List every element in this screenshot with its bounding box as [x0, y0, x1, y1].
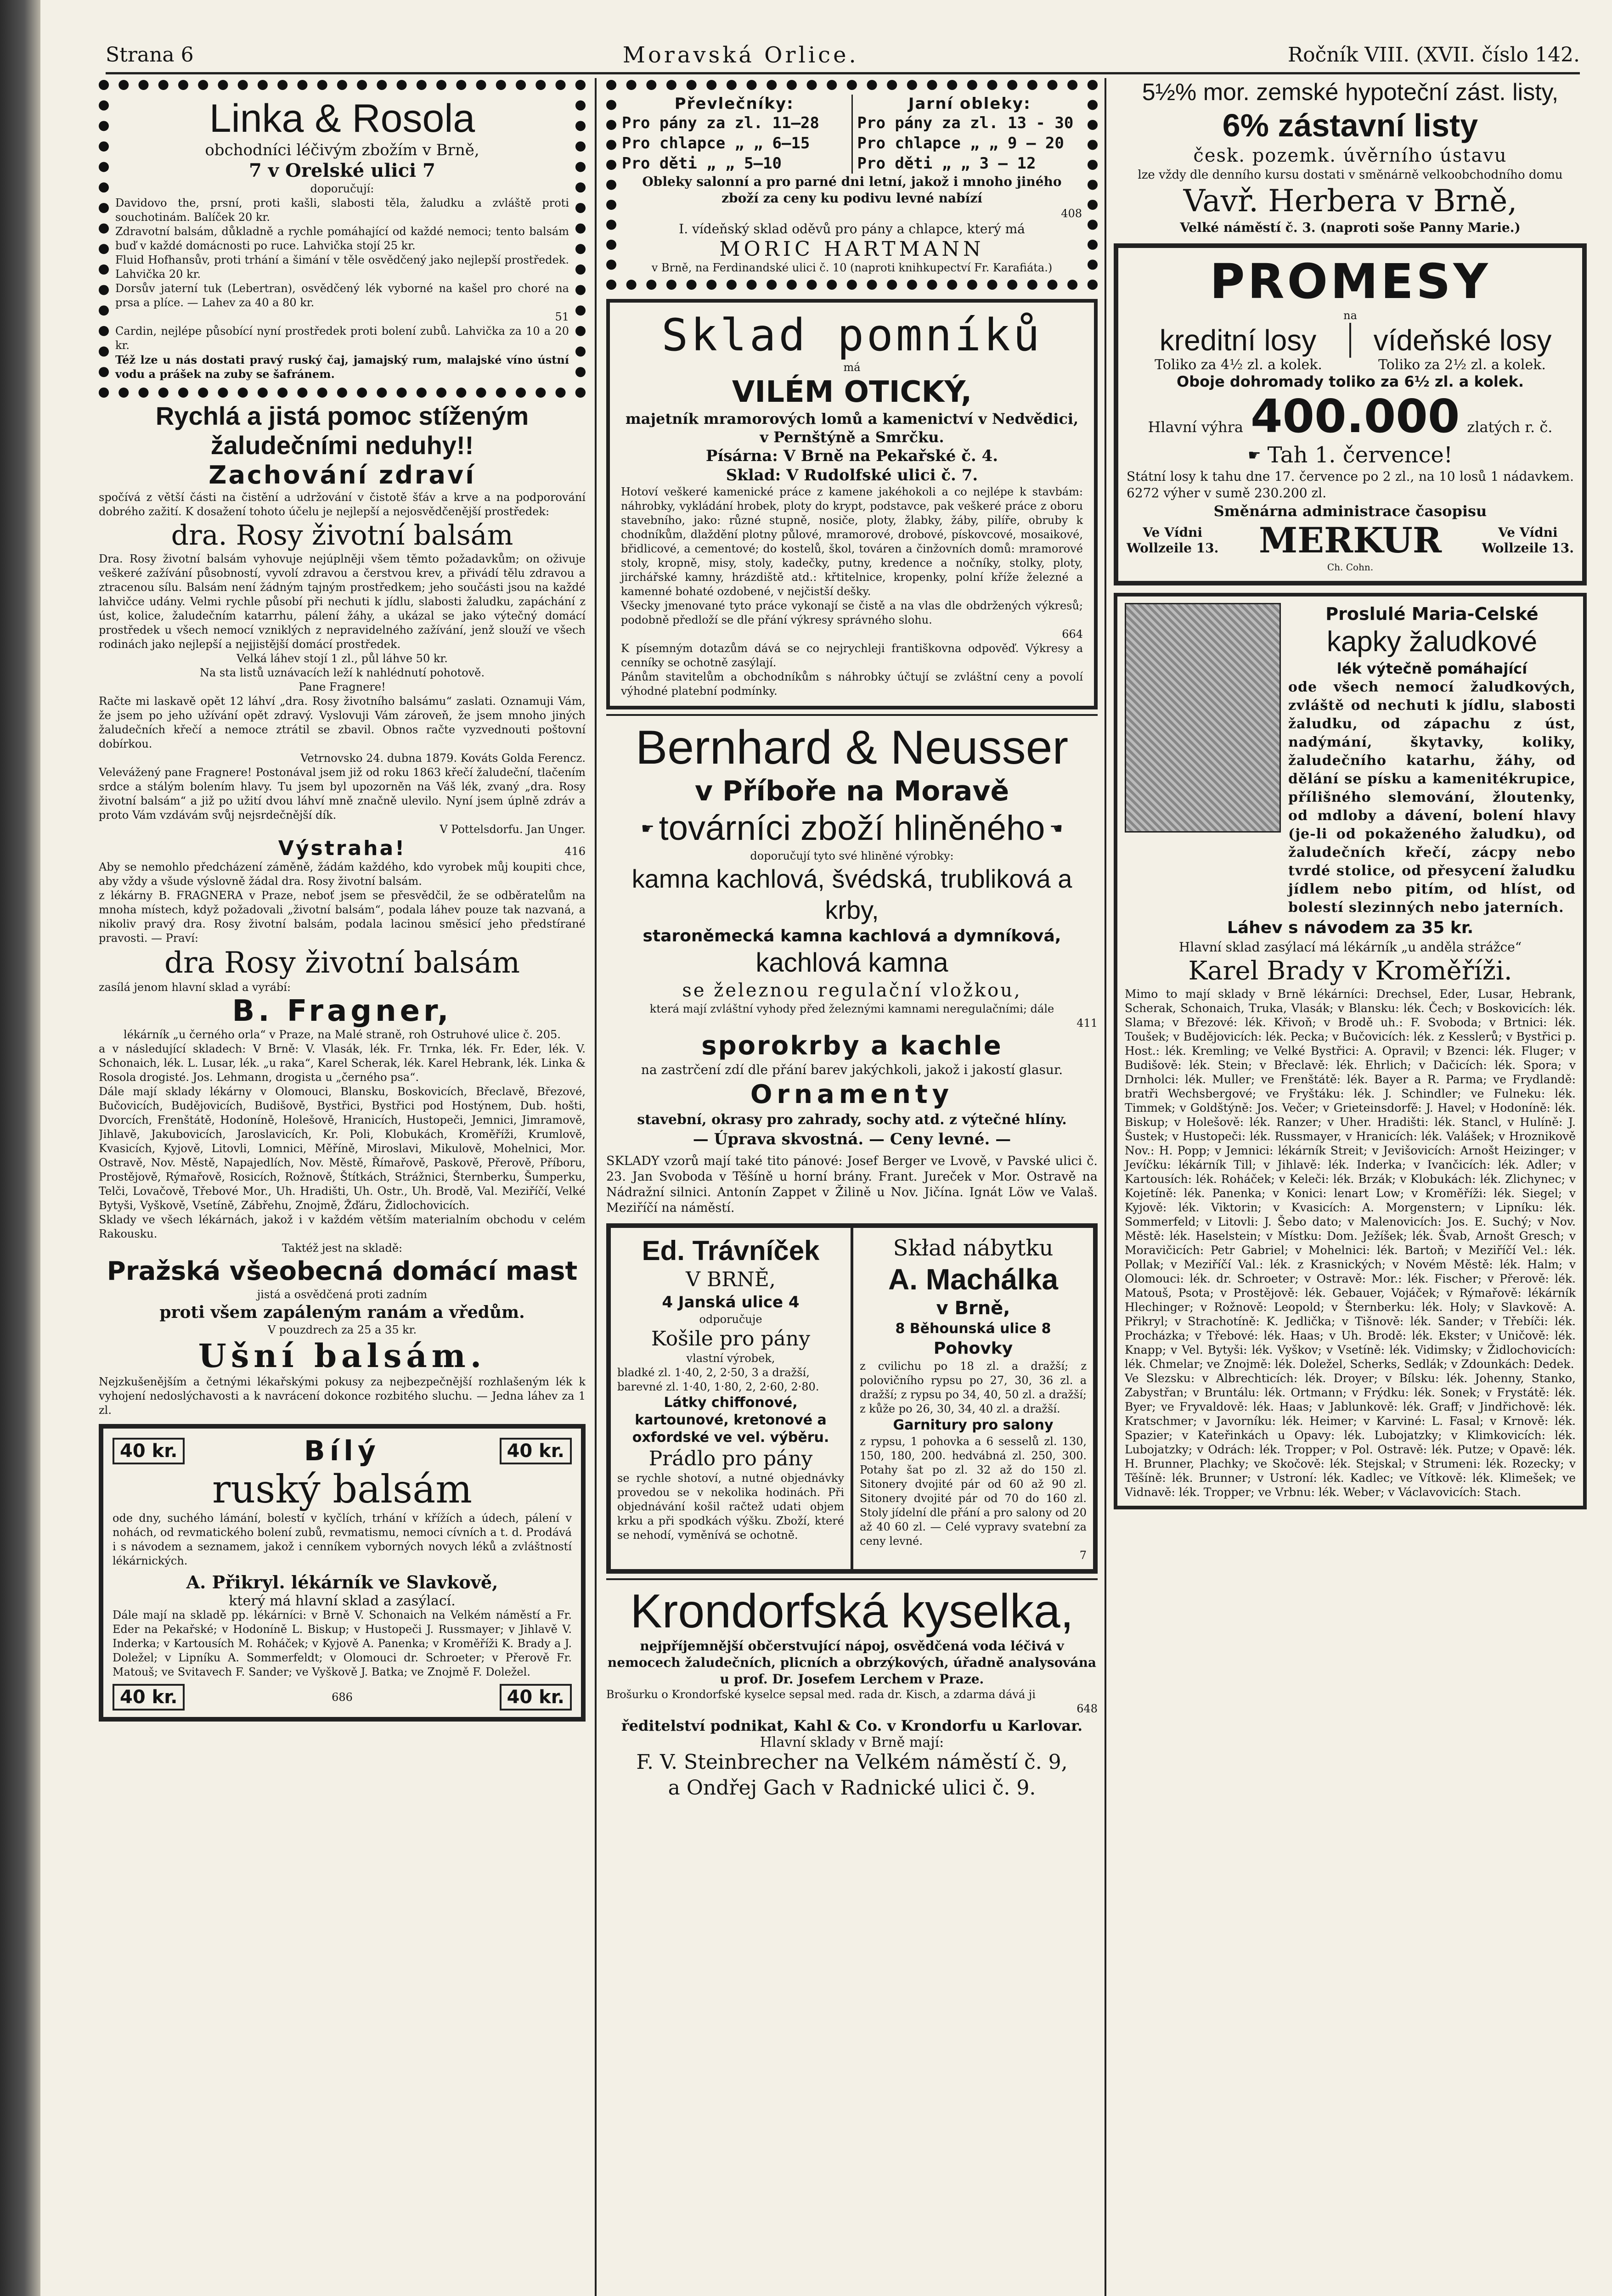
ad-headline: Pražská všeobecná domácí mast	[107, 1256, 578, 1286]
ad-headline: 5½% mor. zemské hypoteční zást. listy,	[1142, 79, 1559, 106]
hartmann-ad	[606, 80, 1098, 290]
merchant-name: Vavř. Herbera v Brně,	[1183, 183, 1517, 219]
ad-address: 4 Janská ulice 4	[662, 1293, 800, 1311]
price-row: Pro chlapce „ „ 6—15	[622, 134, 810, 152]
separator-rule	[606, 714, 1098, 716]
merchant-address: Velké náměstí č. 3. (naproti soše Panny Marie.)	[1180, 220, 1521, 235]
ad-subtitle: obchodníci léčivým zbožím v Brně,	[205, 141, 479, 159]
ad-address: 7 v Orelské ulici 7	[249, 160, 435, 181]
ad-text: se rychle shotoví, a nutné objednávky provedou se v nekolika hodinách. Při objednávání košil račtež udati objem krku a při spodkách výšku. Zboží, které se nehodí, vyměnívá se ochotně.	[617, 1472, 844, 1542]
price-row: Pro děti „ „ 5—10	[622, 154, 782, 173]
lot-price: Toliko za 2½ zl. a kolek.	[1378, 357, 1546, 373]
ad-text: který má hlavní sklad a zasýlací.	[229, 1593, 456, 1609]
ad-headline: Ušní balsám.	[198, 1337, 486, 1375]
maker-name: A. Přikryl. lékárník ve Slavkově,	[186, 1572, 498, 1593]
product-line: Látky chiffonové, kartounové, kretonové a oxfordské ve vel. výběru.	[632, 1395, 829, 1446]
ad-corp: ředitelství podnikat, Kahl & Co. v Krondorfu u Karlovar.	[621, 1717, 1083, 1734]
ad-text: majetník mramorových lomů a kamenictví v Nedvědici, v Pernštýně a Smrčku.	[625, 410, 1079, 446]
price-tag: 40 kr.	[500, 1438, 572, 1464]
testimonial-signature: Vetrnovsko 24. dubna 1879. Kováts Golda Ferencz.	[300, 752, 586, 765]
warning-heading: Výstraha!	[278, 837, 406, 860]
lot-type: kreditní losy	[1159, 324, 1317, 357]
depot-line: F. V. Steinbrecher na Velkém náměstí č. 9,	[636, 1750, 1068, 1774]
ad-text: barevné zl. 1·40, 1·80, 2, 2·60, 2·80.	[617, 1380, 819, 1393]
ad-headline: Bernhard & Neusser	[635, 721, 1069, 774]
prize-amount: 400.000	[1250, 389, 1460, 443]
ad-recommend: doporučují:	[310, 182, 374, 195]
ad-text: z cvilichu po 18 zl. a dražší; z polovičního rypsu po 27, 30, 36 zl. a dražší; z rypsu po 34, 40, 50 zl. a dražší; z kůže po 26, 30, 34, 40 zl. a dražší.	[860, 1360, 1087, 1415]
ad-headline: Ed. Trávníček	[642, 1235, 820, 1266]
ad-headline: Krondorfská kyselka,	[630, 1585, 1074, 1638]
prize-currency: zlatých r. č.	[1467, 418, 1553, 436]
ad-text: ode dny, suchého lámání, bolestí v kyčlích, trhání v křížích a údech, pálení v nohách, od revmatického bolení zubů, revmatismu, nemoci cívních a t. d. Prodává i s návodem a seznamem, jakož i cenníkem vyborných novych léků a zvláštností lékárnických.	[113, 1512, 572, 1567]
column-2	[606, 78, 1098, 2296]
ad-text: má	[843, 361, 861, 374]
madonna-church-illustration	[1125, 603, 1281, 833]
exchange-owner: Ch. Cohn.	[1327, 562, 1374, 573]
separator-rule	[606, 1578, 1098, 1580]
ad-text: I. vídeňský sklad oděvů pro pány a chlapce, který má	[679, 221, 1025, 236]
pharmacist-name: B. Fragner,	[232, 994, 452, 1028]
ad-number: 648	[1077, 1702, 1098, 1715]
ad-text: ode všech nemocí žaludkových, zvláště od nechuti k jídlu, slabosti žaludku, od zápachu z úst, nadýmání, škytavky, koliky, žaludečního katarhu, žáhy, od dělání se písku a kamenitékrupice, přílišného slemování, žloutenky, od mdloby a dávení, bolení hlavy (je-li od pokaženého žaludku), od žaludečních křečí, zácpy nebo tvrdé stolice, od přesycení žaludku jídlem nebo pitím, od hlíst, od bolestí slezinných nebo jaterních.	[1288, 679, 1576, 916]
depot-list: Dále mají na skladě pp. lékárníci: v Brně V. Schonaich na Velkém náměstí a Fr. Eder na Pekařské; v Hodoníně L. Biskup; v Hustopeči J. Russmayer; v Jihlavě V. Inderka; v Kartousích M. Roháček; v Kyjově A. Panenka; v Kroměříži K. Brady a J. Doležel; v Lipníku A. Sommerfeldt; v Olomouci dr. Schroeter; v Přerově Fr. Matouš; ve Svitavech F. Sander; ve Vyškově J. Batka; ve Znojmě F. Doležel.	[113, 1609, 572, 1678]
price-tag: 40 kr.	[113, 1684, 185, 1711]
pointing-hand-icon: ☛	[641, 820, 654, 837]
price-row: Pro děti „ „ 3 — 12	[857, 154, 1036, 173]
price-row: Pro pány za zl. 13 - 30	[857, 114, 1074, 132]
ad-number: 411	[1077, 1017, 1098, 1030]
ad-item: Fluid Hofhansův, proti trhání a šimání v těle osvědčený jako nejlepší prostředek. Lahvička 20 kr.	[115, 253, 569, 281]
ad-headline: Zachování zdraví	[209, 461, 476, 490]
ad-text: K písemným dotazům dává se co nejrychleji františkovna odpověď. Výkresy a cenníky se ochotně zasýlají.	[621, 642, 1083, 669]
ad-text: vlastní výrobek,	[686, 1352, 775, 1365]
column-1	[99, 78, 586, 2296]
price-tag: 40 kr.	[113, 1438, 185, 1464]
ad-number: 664	[1062, 628, 1083, 641]
testimonial-signature: V Pottelsdorfu. Jan Unger.	[440, 823, 586, 836]
ad-headline: PROMESY	[1210, 253, 1491, 310]
office-address: Písárna: V Brně na Pekařské č. 4.	[705, 447, 998, 465]
price-row: Pro pány za zl. 11—28	[622, 114, 819, 132]
depot-list: Ve Slezsku: v Albrechticích: lék. Droyer; v Bílsku: lék. Johenny, Stanko, Zabystřan; v Bruntálu: lék. Ortmann; v Frýdku: lék. Sonek; v Frystátě: lék. Byer; ve Fryvaldově: lék. Haas; v Jablunkově: lék. Graff; v Jindřichově: lék. Kratschmer; v Javorníku: lék. Heimer; v Karviné: L. Fasal; v Krnově: lék. Spazier; v Kateřinkách u Opavy: lék. Lubojatzky; v Klimkovicích: lék. Lubojatzky; v Odrách: lék. Tropper; v Pol. Ostravě: lék. Putze; v Opavě: lék. H. Brunner, Plachky; ve Skočově: lék. Stejskal; v Strumeni: lék. Rozecky; v Těšíně: lék. Brunner; v Ustroní: lék. Kadlec; ve Vítkově: lék. Klimešek; ve Vidnavě: lék. Tropper; ve Vrbnu: lék. Weber; v Václavovicích: Stach.	[1125, 1372, 1576, 1499]
product-line: Garnitury pro salony	[893, 1417, 1054, 1433]
depot-line: a Ondřej Gach v Radnické ulici č. 9.	[668, 1776, 1036, 1800]
issue-number: Ročník VIII. (XVII. číslo 142.	[1287, 43, 1580, 67]
ad-headline: Skład nábytku	[893, 1235, 1054, 1261]
ad-number: 408	[1061, 207, 1082, 220]
ad-text: zasílá jenom hlavní sklad a vyrábí:	[99, 981, 291, 994]
ad-headline: kapky žaludkové	[1326, 626, 1538, 658]
masthead-title: Moravská Orlice.	[622, 42, 859, 68]
ad-text: z rypsu, 1 pohovka a 6 sesselů zl. 130, 150, 180, 200. hedvábná zl. 250, 300. Potahy šat po zl. 32 až do 150 zl. Sitonery dvojité pár od 60 až 90 zl. Sitonery dvojité pár od 70 do 160 zl. Stoly jídelní dle přání a pro salony od 20 až 40 60 zl. — Celé vypravy svatební za ceny levné.	[860, 1435, 1087, 1548]
ad-headline: A. Machálka	[888, 1263, 1058, 1296]
column-rule	[595, 78, 597, 2296]
ad-text: lze vždy dle denního kursu dostati v směnárně velkoobchodního domu	[1138, 168, 1563, 182]
product-line: Košile pro pány	[651, 1327, 811, 1351]
product-line: sporokrby a kachle	[701, 1031, 1003, 1061]
ad-text: Hlavní sklad zasýlací má lékárník „u anděla strážce“	[1178, 940, 1522, 955]
shop-address: Sklad: V Rudolfské ulici č. 7.	[726, 466, 978, 484]
product-line: se železnou regulační vložkou,	[682, 980, 1022, 1001]
depot-list: a v následující skladech: V Brně: V. Vlasák, lék. Fr. Trnka, lék. Fr. Eder, lék. V. Schonaich, lék. L. Lusar, lék. „u raka“, Karel Scherak, lék. Karel Hebrank, lék. Linka & Rosola drogisté. Jos. Lehmann, drogista u „černého psa“.	[99, 1042, 586, 1084]
page-number: Strana 6	[106, 43, 194, 67]
depot-list: SKLADY vzorů mají také tito pánové: Josef Berger ve Lvově, v Pavské ulici č. 23. Jan Svoboda v Těšíně u horní brány. Frant. Jureček v Mor. Ostravě na Nádražní silnici. Antonín Zappet v Žilině u Nov. Jičína. Ignát Löw ve Valaš. Meziříčí na náměstí.	[606, 1154, 1098, 1215]
ad-headline: 6% zástavní listy	[1222, 107, 1478, 143]
category-heading: Převlečníky:	[674, 95, 794, 113]
pointing-hand-icon: ☛	[1247, 446, 1261, 464]
maria-celske-ad	[1114, 593, 1587, 1509]
ad-text: Směnárna administrace časopisu	[1213, 502, 1487, 520]
ad-headline: továrníci zboží hliněného	[659, 809, 1045, 848]
exchange-location: Ve Vídni Wollzeile 13.	[1127, 525, 1219, 556]
ad-text: jistá a osvědčená proti zadním	[257, 1288, 428, 1301]
ad-location: v Příboře na Moravě	[694, 775, 1009, 807]
price-tag: 40 kr.	[500, 1684, 572, 1711]
running-header	[106, 38, 1580, 74]
ad-price: Velká láhev stojí 1 zl., půl láhve 50 kr.	[237, 652, 448, 665]
lot-price: Toliko za 4½ zl. a kolek.	[1155, 357, 1322, 373]
ad-text: nejpříjemnější občerstvující nápoj, osvědčená voda léčivá v nemocech žaludečních, plicních a obrzýkových, úřadně analysována u prof. Dr. Josefem Lerchem v Praze.	[607, 1638, 1097, 1687]
letter-salutation: Pane Fragnere!	[299, 681, 386, 693]
product-line: Ornamenty	[750, 1080, 954, 1109]
ad-city: v Brně,	[936, 1298, 1010, 1319]
ad-note: Taktéž jest na skladě:	[282, 1242, 403, 1255]
ad-text: bladké zl. 1·40, 2, 2·50, 3 a dražší,	[617, 1366, 810, 1379]
ad-text: česk. pozemk. úvěrního ústavu	[1193, 145, 1507, 166]
lot-type: vídeňské losy	[1373, 324, 1552, 357]
ad-text: Nejzkušenějším a četnými lékařskými pokusy za nejbezpečnější rozhlašeným lék k vyhojení nedoslýchavosti a k navrácení dokonce rozbitého sluchu. — Jedna láhev za 1 zl.	[99, 1375, 586, 1417]
ad-text: Státní losy k tahu dne 17. července po 2 zl., na 10 losů 1 nádavkem. 6272 výher v sumě 230.200 zl.	[1127, 469, 1574, 501]
column-rule	[1105, 78, 1106, 2296]
lot-price: Oboje dohromady toliko za 6½ zl. a kolek.	[1177, 373, 1524, 390]
exchange-name: MERKUR	[1259, 520, 1442, 561]
ad-text: odporučuje	[699, 1313, 762, 1326]
ad-item: Davidovo the, prsní, proti kašli, slabosti těla, žaludku a zvláště proti souchotinám. Balíček 20 kr.	[115, 197, 569, 224]
ad-text: Hotoví veškeré kamenické práce z kamene jakéhokoli a co nejlépe k stavbám: náhrobky, vykládání hrobek, ploty do krypt, podstavce, pak veškeré práce z oboru stavebního, jako: různé stupně, nosiče, ploty, žlabky, žáby, pilíře, obruby k chodníkům, dlaždění plotny půlové, mramorové, drobové, pískovcové, mosaikové, břidlicové, a cementové; do kostelů, škol, továren a činžovních domů: mramorové stoly, kropně, misy, stoly, kadečky, putny, kredence a nočníky, stolky, ploty, jirchářské kamny, hrázdiště atd.: křtitelnice, kropenky, polní kříže železné a kamenné bohaté ozdobené, v nejčistší dešky.	[621, 485, 1083, 598]
ad-text: Všecky jmenované tyto práce vykonají se čistě a na vlas dle obdržených výkresů; podobně předloží se dle přání výkresy správného slohu.	[621, 599, 1083, 626]
column-3	[1114, 78, 1587, 2296]
ad-text: Obleky salonní a pro parné dni letní, jakož i mnoho jiného zboží za ceny ku podivu levné nabízí	[642, 174, 1062, 206]
exchange-location: Ve Vídni Wollzeile 13.	[1482, 525, 1574, 556]
pharmacist-address: lékárník „u černého orla“ v Praze, na Malé straně, roh Ostruhové ulice č. 205.	[124, 1028, 561, 1041]
ad-address: 8 Běhounská ulice 8	[895, 1321, 1051, 1337]
travnicek-ad	[611, 1228, 853, 1569]
promesy-ad	[1114, 243, 1587, 585]
ad-text: spočívá z větší části na čistění a udržování v čistotě šťáv a krve a na podporování dobrého zažití. K dosažení tohoto účelu je nejlepší a nejosvědčenější prostředek:	[99, 491, 586, 518]
ad-text: proti všem zapáleným ranám a vředům.	[159, 1303, 525, 1322]
ad-item: Cardin, nejlépe působící nyní prostředek proti bolení zubů. Lahvička za 10 a 20 kr.	[115, 325, 569, 352]
ad-headline: Rychlá a jistá pomoc stíženým žaludečními neduhy!!	[155, 401, 529, 460]
warning-text: z lékárny B. FRAGNERA v Praze, neboť jsem se přesvědčil, že se odběratelům na mnoha místech, když požadovali „životní balsám“, podala láhev pouze tak nazvaná, a nikoliv pravý dra. Rosy životní balsám, podala lacinou směsicí jeho předstírané pravosti. — Praví:	[99, 889, 586, 945]
pointing-hand-icon: ☚	[1049, 820, 1063, 837]
ad-text: stavební, okrasy pro zahrady, sochy atd. z výtečné hlíny.	[637, 1112, 1067, 1128]
product-line: staroněmecká kamna kachlová a dymníková,	[643, 927, 1061, 945]
testimonial: Račte mi laskavě opět 12 láhví „dra. Rosy životního balsámu“ zaslati. Oznamuji Vám, že jsem po jeho užívání opět zdravý. Vyslovuji Vám zároveň, že jsem mnoho jiných žaludečních křečí a nemoce ztrátil se zbavil. Obnos račte vyzvednouti poštovní dobírkou.	[99, 695, 586, 750]
ad-number: 416	[564, 845, 586, 858]
ad-item: Zdravotní balsám, důkladně a rychle pomáhající od každé nemoci; tento balsám buď v každé domácnosti po ruce. Lahvička stojí 25 kr.	[115, 225, 569, 252]
ad-number: 51	[555, 310, 569, 323]
prazska-mast-ad	[99, 1255, 586, 1418]
pharmacist-name: Karel Brady v Kroměříži.	[1188, 956, 1512, 986]
linka-rosola-ad	[99, 80, 586, 398]
category-heading: Jarní obleky:	[908, 95, 1031, 113]
warning-text: Aby se nemohlo předcházení záměně, žádám každého, kdo vyrobek můj koupiti chce, aby vždy a všude výslovně žádal dra. Rosy životní balsám.	[99, 861, 586, 888]
ad-headline: Bílý	[304, 1435, 380, 1467]
depot-list: Mimo to mají sklady v Brně lékárníci: Drechsel, Eder, Lusar, Hebrank, Scherak, Schonaich, Truka, Vlasák; v Blansku: lék. Čech; v Boskovicích: lék. Slama; v Březové: lék. Křivoň; v Brodě uh.: F. Svoboda; v Brtnici: lék. Toušek; v Budějovicích: lék. Pecka; v Bučovicích: lék. z Kesslerů; v Bystřici p. Host.: lék. Kremling; ve Velké Bystřici: A. Opravil; v Bzenci: lék. Fluger; v Budišově: lék. Stein; v Břeclavě: lék. Ehrlich; v Dačicích: lék. Spora; v Drnholci: lék. Muller; ve Frenštátě: lék. Bayer a R. Parma; ve Frydlandě: bratři Wechsbergové; ve Fryštáku: lék. J. Schindler; ve Fulneku: lék. Timmek; v Goldštýně: Jos. Večer; v Grieteinsdorfě: J. Havel; v Hodoníně: lék. Biskup; v Holešově: lék. Ranzer; v Uher. Hradišti: lék. Stancl, v Hulíně: J. Šustek; v Hustopeči: lék. Russmayer, v Hranicích: lék. Valášek; v Hroznikově Nov.: H. Popp; v Jemnici: lékárník Streit; v Jevišovicích: Arnošt Heizinger; v Jevíčku: lékárník Till; v Jihlavě: lék. Inderka; v Ivančicích: lék. Adler; v Kartousích: lék. Roháček; v Keleči: lék. Brzák; v Klobukách: lék. Zlichynec; v Kojetíně: lék. Panenka; v Konici: lenart Low; v Kroměříži: lék. Siegel; v Kyjově: lék. Viktorin; v Kvasicích: A. Morgenstern; v Lipníku: lék. Sommerfeld; v Litovli: J. Šebo dato; v Malenovicích: Jos. E. Suchý; v Nov. Městě: lék. Haselstein; v Místku: Dom. Ježíšek; lék. Švab, Arnošt Gresch; v Moravičicích: Petr Gabriel; v Mohelnici: lék. Bartoň; v Meziříčí Vel.: lék. Pollak; v Meziříčí Val.: lék. z Krasnických; v Novém Městě: lék. Halm; v Olomouci: lék. dr. Schroeter; v Ostravě: Mor.: lék. Fischer; v Přerově: lék. Matouš, Psota; v Prostějově: lék. Gebauer, Vojáček; v Rýmařově: lékárník Hlechinger; v Rožnově: Leopold; v Šternberku: lék. Holy; v Slavkově: A. Přikryl; v Strachotíně: K. Jedlička; v Tišnově: lék. Sander; v Třebíči: lék. Procházka; v Třebové: lék. Haas; v Uh. Brodě: lék. Ekster; v Uničově: lék. Knapp; v Vel. Bytyši: lék. Vyškov; v Vsetíně: lék. Vidimsky; v Židlochovicích: lék. Chmelar; ve Znojmě: lék. Doležel, Scherks, Sedlák; v Zdounkách: Dedek.	[1125, 987, 1576, 1371]
ad-headline: dra Rosy životní balsám	[164, 946, 520, 980]
prize-label: Hlavní výhra	[1148, 418, 1243, 436]
ad-subhead: lék výtečně pomáhající	[1336, 660, 1527, 677]
ad-price: Láhev s návodem za 35 kr.	[1227, 918, 1474, 937]
ad-text: na	[1343, 309, 1357, 322]
product-line: Prádlo pro pány	[648, 1447, 813, 1470]
ad-item: Dorsův jaterní tuk (Lebertran), osvědčený lék vyborné na kašel pro choré na prsa a plíce. — Lahev za 40 a 80 kr.	[115, 282, 569, 309]
ad-price: V pouzdrech za 25 a 35 kr.	[267, 1323, 417, 1336]
price-row: Pro chlapce „ „ 9 — 20	[857, 134, 1064, 152]
ad-headline: ruský balsám	[212, 1467, 472, 1512]
ad-headline: Sklad pomníků	[661, 310, 1043, 361]
pomniku-ad	[606, 299, 1098, 709]
ad-text: Dra. Rosy životní balsám vyhovuje nejúplněji všem těmto požadavkům; on oživuje veškeré zažívání působností, vyvolí zdravou a čerstvou krev, a přivádí tělu zdravou a ztracenou sílu. Balsám není žádným tajným prostředkem; jeho součásti jsou na každé lahvičce udány. Velmi rychle působí při nechuti k jídlu, slabosti žaludku, zapáchání z úst, kolice, žaludečním katarrhu, pálení žáhy, a ukázal se jako výtečný domácí prostředek u všech nemocí vzniklých z nepravidelného zažívání, jenž slouží ve všech rodinách jako nejlepší a nejjistější domácí prostředek.	[99, 552, 586, 651]
product-line: kamna kachlová, švédská, trubliková a krby,	[631, 864, 1072, 924]
ad-headline: Proslulé Maria-Celské	[1325, 604, 1539, 624]
merchant-address: v Brně, na Ferdinandské ulici č. 10 (naproti knihkupectví Fr. Karafiáta.)	[651, 261, 1053, 274]
depot-list: Dále mají sklady lékárny v Olomouci, Blansku, Boskovicích, Břeclavě, Březové, Bučovicích, Budějovicích, Budišově, Bystřici, Bystřici pod Hostýnem, Dub. hošti, Dvorcích, Frenštátě, Hodoníně, Holešově, Hranicích, Hustopeči, Jemnici, Jimramově, Jihlavě, Jakubovicích, Jaroslavicích, Kr. Poli, Klobukách, Kroměříži, Krumlově, Kvasicích, Kyjově, Litovli, Lomnici, Měříně, Miroslavi, Mikulově, Mohelnici, Mor. Ostravě, Nov. Městě, Napajedlích, Nov. Městě, Římařově, Paskově, Přerově, Příboru, Prostějově, Rýmařově, Rosicích, Rožnově, Štítkách, Strážnici, Šternberku, Šumperku, Telči, Lovačově, Třebové Mor., Uh. Hradišti, Uh. Ostr., Uh. Brodě, Val. Meziříčí, Velké Bytyši, Vyškově, Vsetíně, Zábřehu, Znojmě, Žďáru, Židlochovicích.	[99, 1085, 586, 1212]
ad-note: Na sta listů uznávacích leží k nahlédnutí pohotově.	[199, 666, 485, 679]
ad-headline: dra. Rosy životní balsám	[171, 519, 513, 551]
krondorf-ad	[606, 1585, 1098, 1801]
ad-city: V BRNĚ,	[686, 1268, 776, 1291]
product-line: kachlová kamna	[755, 948, 948, 978]
ad-text: Hlavní sklady v Brně mají:	[760, 1734, 944, 1750]
depot-list: Sklady ve všech lékárnách, jakož i v každém větším materialním obchodu v celém Rakousku.	[99, 1213, 586, 1240]
ad-number: 7	[1079, 1549, 1087, 1562]
ad-text: doporučují tyto své hliněné výrobky:	[750, 850, 954, 862]
machalek-ad	[853, 1228, 1093, 1569]
ad-slogan: — Úprava skvostná. — Ceny levné. —	[693, 1130, 1011, 1148]
hypotecni-ad	[1114, 78, 1587, 236]
ad-text: Brošurku o Krondorfské kyselce sepsal med. rada dr. Kisch, a zdarma dává ji	[606, 1688, 1036, 1701]
ad-item: Též lze u nás dostati pravý ruský čaj, jamajský rum, malajské víno ústní vodu a prášek na zuby se šafránem.	[115, 353, 569, 381]
ad-text: na zastrčení zdí dle přání barev jakýchkoli, jakož i jakostí glasur.	[641, 1062, 1063, 1077]
ad-number: 686	[332, 1690, 353, 1704]
owner-name: VILÉM OTICKÝ,	[732, 375, 972, 409]
ad-text: Pánům stavitelům a obchodníkům s náhrobky účtují se zvláštní ceny a povolí výhodné platební podmínky.	[621, 670, 1083, 698]
bily-balsam-ad	[99, 1424, 586, 1722]
merchant-name: MORIC HARTMANN	[719, 237, 985, 261]
rosa-balsam-ad	[99, 401, 586, 1255]
ad-title: Linka & Rosola	[209, 96, 475, 141]
product-line: Pohovky	[933, 1339, 1013, 1358]
testimonial: Velevážený pane Fragnere! Postonával jsem již od roku 1863 křečí žaludeční, tlačením srdce a stálým bolením hlavy. Tu jsem byl upozorněn na Váš lék, zvaný „dra. Rosy životní balsám“ a již po užití dvou láhví mně značně ulevilo. Nyní jsem úplně zdráv a proto Vám vzdávám svůj nejsrdečnější dík.	[99, 766, 586, 822]
page-binding	[0, 0, 40, 2296]
ad-text: která mají zvláštní vyhody před železnými kamnami neregulačními; dále	[649, 1002, 1054, 1015]
bernhard-neusser-ad	[606, 720, 1098, 1216]
draw-date: Tah 1. července!	[1267, 442, 1453, 468]
twin-ads	[606, 1223, 1098, 1574]
